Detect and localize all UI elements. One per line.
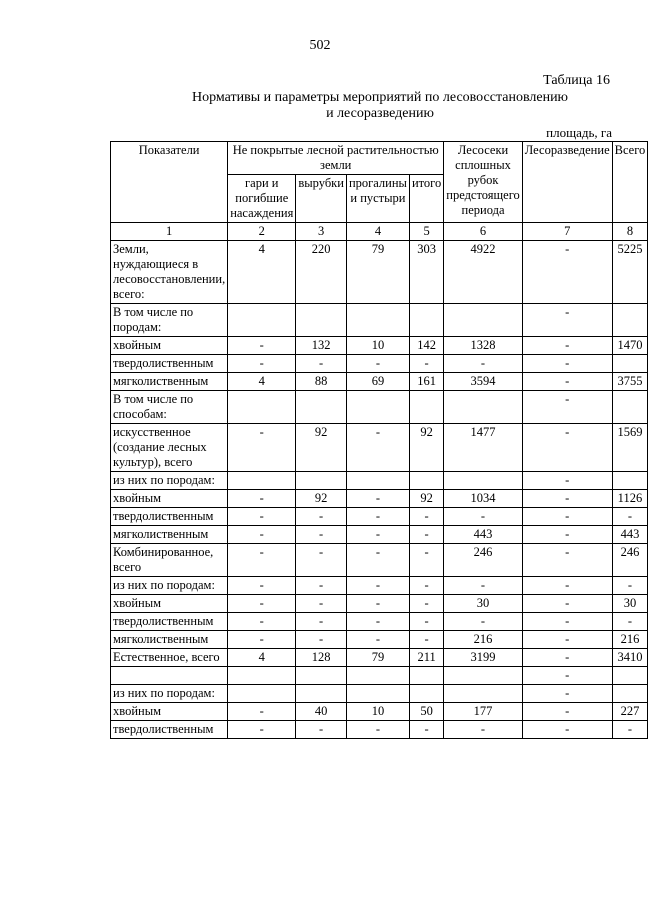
table-row xyxy=(111,472,648,490)
cell-value: - xyxy=(346,490,409,508)
cell-value: - xyxy=(228,721,296,739)
cell-value: - xyxy=(296,508,347,526)
cell-value: - xyxy=(228,595,296,613)
row-label: В том числе по способам: xyxy=(111,391,228,424)
cell-value xyxy=(296,685,347,703)
cell-value: 5225 xyxy=(612,241,648,304)
cell-value: 177 xyxy=(444,703,523,721)
cell-value: - xyxy=(522,508,612,526)
table-row xyxy=(111,577,648,595)
column-numbers-row xyxy=(111,223,648,241)
cell-value xyxy=(444,667,523,685)
cell-value: 246 xyxy=(612,544,648,577)
cell-value: - xyxy=(228,631,296,649)
cell-value: - xyxy=(346,721,409,739)
cell-value: - xyxy=(522,373,612,391)
table-row xyxy=(111,355,648,373)
cell-value xyxy=(296,391,347,424)
cell-value xyxy=(346,391,409,424)
table-row xyxy=(111,526,648,544)
cell-value: 4 xyxy=(228,373,296,391)
cell-value: - xyxy=(522,649,612,667)
cell-value: - xyxy=(444,355,523,373)
row-label: из них по породам: xyxy=(111,472,228,490)
cell-value: - xyxy=(522,424,612,472)
header-cuttings: вырубки xyxy=(296,175,347,223)
cell-value xyxy=(409,391,443,424)
cell-value: 132 xyxy=(296,337,347,355)
column-number: 6 xyxy=(444,223,523,241)
table-row xyxy=(111,685,648,703)
cell-value: 128 xyxy=(296,649,347,667)
cell-value xyxy=(409,304,443,337)
cell-value: - xyxy=(228,544,296,577)
cell-value: - xyxy=(522,544,612,577)
cell-value: - xyxy=(228,508,296,526)
cell-value: - xyxy=(522,526,612,544)
cell-value: - xyxy=(522,577,612,595)
row-label xyxy=(111,667,228,685)
cell-value: - xyxy=(296,577,347,595)
cell-value: - xyxy=(228,337,296,355)
cell-value: - xyxy=(296,613,347,631)
header-total: итого xyxy=(409,175,443,223)
table-row xyxy=(111,490,648,508)
cell-value: 1569 xyxy=(612,424,648,472)
cell-value: - xyxy=(522,703,612,721)
cell-value: - xyxy=(409,631,443,649)
header-all: Всего xyxy=(612,142,648,223)
cell-value: 1328 xyxy=(444,337,523,355)
cell-value xyxy=(612,472,648,490)
table-row xyxy=(111,595,648,613)
cell-value xyxy=(612,304,648,337)
cell-value: - xyxy=(522,391,612,424)
cell-value: - xyxy=(522,355,612,373)
cell-value: 1477 xyxy=(444,424,523,472)
cell-value: - xyxy=(228,526,296,544)
cell-value: - xyxy=(346,508,409,526)
row-label: из них по породам: xyxy=(111,577,228,595)
cell-value xyxy=(409,667,443,685)
cell-value: - xyxy=(522,490,612,508)
cell-value: - xyxy=(612,613,648,631)
row-label: хвойным xyxy=(111,595,228,613)
cell-value: 220 xyxy=(296,241,347,304)
cell-value: 69 xyxy=(346,373,409,391)
cell-value xyxy=(296,667,347,685)
cell-value: - xyxy=(228,424,296,472)
cell-value: - xyxy=(522,631,612,649)
cell-value xyxy=(346,685,409,703)
row-label: Комбинированное, всего xyxy=(111,544,228,577)
cell-value xyxy=(296,472,347,490)
cell-value xyxy=(346,667,409,685)
row-label: мягколиственным xyxy=(111,526,228,544)
table-row xyxy=(111,241,648,304)
cell-value: - xyxy=(522,472,612,490)
cell-value: 227 xyxy=(612,703,648,721)
cell-value: 40 xyxy=(296,703,347,721)
cell-value: - xyxy=(296,355,347,373)
cell-value: - xyxy=(346,595,409,613)
cell-value xyxy=(228,685,296,703)
cell-value: 246 xyxy=(444,544,523,577)
table-row xyxy=(111,613,648,631)
row-label: искусственное (создание лесных культур), всего xyxy=(111,424,228,472)
cell-value: 211 xyxy=(409,649,443,667)
cell-value: 1126 xyxy=(612,490,648,508)
cell-value: - xyxy=(522,595,612,613)
table-row xyxy=(111,721,648,739)
cell-value: - xyxy=(228,577,296,595)
table-row xyxy=(111,667,648,685)
table-row xyxy=(111,373,648,391)
cell-value xyxy=(346,472,409,490)
cell-value: - xyxy=(522,721,612,739)
table-row xyxy=(111,424,648,472)
cell-value: - xyxy=(409,544,443,577)
cell-value: - xyxy=(409,595,443,613)
cell-value xyxy=(409,685,443,703)
cell-value: - xyxy=(522,613,612,631)
title-line-2: и лесоразведению xyxy=(326,106,434,121)
column-number: 7 xyxy=(522,223,612,241)
cell-value: - xyxy=(346,613,409,631)
table-row xyxy=(111,337,648,355)
row-label: твердолиственным xyxy=(111,613,228,631)
units-label: площадь, га xyxy=(546,125,612,140)
table-row xyxy=(111,304,648,337)
cell-value xyxy=(228,391,296,424)
cell-value: 216 xyxy=(444,631,523,649)
table-row xyxy=(111,508,648,526)
cell-value: - xyxy=(409,613,443,631)
cell-value: - xyxy=(296,544,347,577)
cell-value: - xyxy=(522,241,612,304)
cell-value: 161 xyxy=(409,373,443,391)
cell-value xyxy=(444,685,523,703)
cell-value: - xyxy=(296,595,347,613)
data-table xyxy=(110,141,648,739)
row-label: В том числе по породам: xyxy=(111,304,228,337)
cell-value: 92 xyxy=(296,424,347,472)
cell-value: 92 xyxy=(296,490,347,508)
cell-value: 443 xyxy=(612,526,648,544)
cell-value: - xyxy=(444,721,523,739)
cell-value: 10 xyxy=(346,703,409,721)
cell-value xyxy=(612,685,648,703)
cell-value: - xyxy=(409,721,443,739)
cell-value: - xyxy=(522,337,612,355)
cell-value: - xyxy=(346,526,409,544)
row-label: твердолиственным xyxy=(111,721,228,739)
header-glades: прогалины и пустыри xyxy=(346,175,409,223)
cell-value xyxy=(228,304,296,337)
cell-value: 79 xyxy=(346,241,409,304)
page-number: 502 xyxy=(309,38,331,53)
row-label: из них по породам: xyxy=(111,685,228,703)
row-label: хвойным xyxy=(111,703,228,721)
column-number: 3 xyxy=(296,223,347,241)
cell-value: 443 xyxy=(444,526,523,544)
cell-value xyxy=(444,391,523,424)
cell-value: 88 xyxy=(296,373,347,391)
table-row xyxy=(111,631,648,649)
cell-value: 4 xyxy=(228,241,296,304)
cell-value: 4 xyxy=(228,649,296,667)
header-not-covered: Не покрытые лесной растительностью земли xyxy=(228,142,444,175)
table-row xyxy=(111,391,648,424)
cell-value: - xyxy=(296,721,347,739)
cell-value xyxy=(409,472,443,490)
cell-value: 303 xyxy=(409,241,443,304)
cell-value: 10 xyxy=(346,337,409,355)
column-number: 5 xyxy=(409,223,443,241)
cell-value: - xyxy=(409,508,443,526)
row-label: Земли, нуждающиеся в лесовосстановлении, всего: xyxy=(111,241,228,304)
row-label: хвойным xyxy=(111,490,228,508)
cell-value: - xyxy=(346,631,409,649)
table-body xyxy=(111,241,648,739)
cell-value: 30 xyxy=(612,595,648,613)
cell-value xyxy=(612,391,648,424)
row-label: Естественное, всего xyxy=(111,649,228,667)
cell-value: 3410 xyxy=(612,649,648,667)
cell-value xyxy=(444,304,523,337)
cell-value: 92 xyxy=(409,490,443,508)
table-label: Таблица 16 xyxy=(543,73,610,88)
row-label: мягколиственным xyxy=(111,631,228,649)
column-number: 4 xyxy=(346,223,409,241)
cell-value: - xyxy=(346,355,409,373)
table-title xyxy=(100,90,660,122)
cell-value xyxy=(612,667,648,685)
cell-value: - xyxy=(444,613,523,631)
cell-value: 1470 xyxy=(612,337,648,355)
cell-value: - xyxy=(228,490,296,508)
row-label: твердолиственным xyxy=(111,508,228,526)
cell-value: 79 xyxy=(346,649,409,667)
cell-value: - xyxy=(346,424,409,472)
cell-value: - xyxy=(444,508,523,526)
row-label: хвойным xyxy=(111,337,228,355)
column-number: 8 xyxy=(612,223,648,241)
cell-value: 50 xyxy=(409,703,443,721)
cell-value: - xyxy=(346,577,409,595)
cell-value: 3199 xyxy=(444,649,523,667)
cell-value: - xyxy=(409,355,443,373)
cell-value: - xyxy=(228,703,296,721)
cell-value: - xyxy=(612,721,648,739)
cell-value: - xyxy=(444,577,523,595)
row-label: мягколиственным xyxy=(111,373,228,391)
cell-value: - xyxy=(522,685,612,703)
cell-value: - xyxy=(522,667,612,685)
cell-value: 30 xyxy=(444,595,523,613)
cell-value xyxy=(228,667,296,685)
cell-value: 216 xyxy=(612,631,648,649)
cell-value: - xyxy=(409,526,443,544)
column-number: 1 xyxy=(111,223,228,241)
column-number: 2 xyxy=(228,223,296,241)
cell-value: - xyxy=(346,544,409,577)
cell-value xyxy=(612,355,648,373)
cell-value xyxy=(296,304,347,337)
cell-value: - xyxy=(612,577,648,595)
cell-value: - xyxy=(296,526,347,544)
cell-value: 3755 xyxy=(612,373,648,391)
header-afforestation: Лесоразведение xyxy=(522,142,612,223)
table-row xyxy=(111,703,648,721)
cell-value: - xyxy=(228,613,296,631)
cell-value: - xyxy=(409,577,443,595)
cell-value: 1034 xyxy=(444,490,523,508)
header-clearcut-areas: Лесосеки сплошных рубок предстоящего периода xyxy=(444,142,523,223)
cell-value: - xyxy=(522,304,612,337)
cell-value: - xyxy=(612,508,648,526)
cell-value: 92 xyxy=(409,424,443,472)
table-row xyxy=(111,649,648,667)
cell-value: - xyxy=(296,631,347,649)
cell-value: 3594 xyxy=(444,373,523,391)
table-row xyxy=(111,544,648,577)
row-label: твердолиственным xyxy=(111,355,228,373)
cell-value: 4922 xyxy=(444,241,523,304)
cell-value: - xyxy=(228,355,296,373)
header-burned: гари и погибшие насаждения xyxy=(228,175,296,223)
cell-value: 142 xyxy=(409,337,443,355)
cell-value xyxy=(346,304,409,337)
cell-value xyxy=(444,472,523,490)
header-indicators: Показатели xyxy=(111,142,228,223)
title-line-1: Нормативы и параметры мероприятий по лесовосстановлению xyxy=(191,90,569,105)
cell-value xyxy=(228,472,296,490)
